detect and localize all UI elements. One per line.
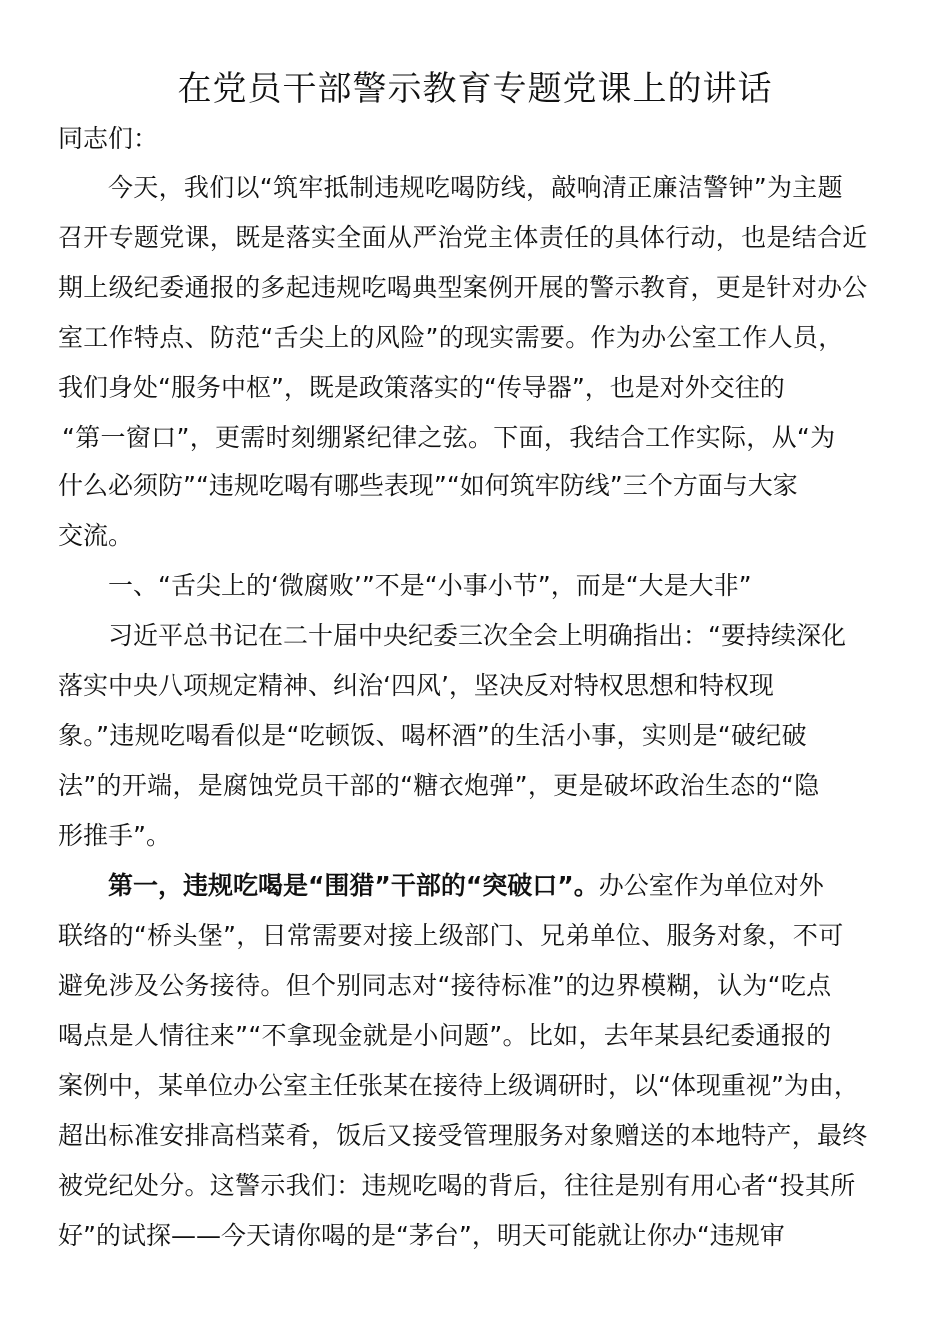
point-heading: 第一，违规吃喝是“围猎”干部的“突破口”。 (108, 871, 599, 900)
text-line: 我们身处“服务中枢”，既是政策落实的“传导器”，也是对外交往的 (58, 373, 785, 402)
point-text: 办公室作为单位对外 (598, 871, 824, 900)
text-line: 习近平总书记在二十届中央纪委三次全会上明确指出：“要持续深化 (108, 621, 846, 650)
text-line: 今天，我们以“筑牢抵制违规吃喝防线，敲响清正廉洁警钟”为主题 (108, 173, 843, 202)
text-line: 象。”违规吃喝看似是“吃顿饭、喝杯酒”的生活小事，实则是“破纪破 (58, 721, 807, 750)
document-title: 在党员干部警示教育专题党课上的讲话 (177, 69, 773, 109)
text-line: 室工作特点、防范“舌尖上的风险”的现实需要。作为办公室工作人员， (58, 323, 844, 352)
text-line: 什么必须防”“违规吃喝有哪些表现”“如何筑牢防线”三个方面与大家 (58, 471, 798, 500)
text-line: 法”的开端，是腐蚀党员干部的“糖衣炮弹”，更是破坏政治生态的“隐 (58, 771, 820, 800)
text-line: 形推手”。 (58, 821, 171, 850)
text-line: 召开专题党课，既是落实全面从严治党主体责任的具体行动，也是结合近 (58, 223, 868, 252)
text-line: 被党纪处分。这警示我们：违规吃喝的背后，往往是别有用心者“投其所 (58, 1171, 856, 1200)
section-heading: 一、“舌尖上的‘微腐败’”不是“小事小节”，而是“大是大非” (108, 571, 752, 600)
text-line (108, 869, 950, 903)
text-line: 落实中央八项规定精神、纠治‘四风’，坚决反对特权思想和特权现 (58, 671, 774, 700)
text-line: 好”的试探——今天请你喝的是“茅台”，明天可能就让你办“违规审 (58, 1221, 785, 1250)
text-line: 案例中，某单位办公室主任张某在接待上级调研时，以“体现重视”为由， (58, 1071, 859, 1100)
text-line: 超出标准安排高档菜肴，饭后又接受管理服务对象赠送的本地特产，最终 (58, 1121, 868, 1150)
text-line: 期上级纪委通报的多起违规吃喝典型案例开展的警示教育，更是针对办公 (58, 273, 868, 302)
text-line: 避免涉及公务接待。但个别同志对“接待标准”的边界模糊，认为“吃点 (58, 971, 832, 1000)
salutation: 同志们： (58, 124, 159, 153)
text-line: 喝点是人情往来”“不拿现金就是小问题”。比如，去年某县纪委通报的 (58, 1021, 832, 1050)
text-line: 联络的“桥头堡”，日常需要对接上级部门、兄弟单位、服务对象，不可 (58, 921, 844, 950)
text-line: “第一窗口”，更需时刻绷紧纪律之弦。下面，我结合工作实际，从“为 (62, 423, 836, 452)
text-line: 交流。 (58, 521, 134, 550)
